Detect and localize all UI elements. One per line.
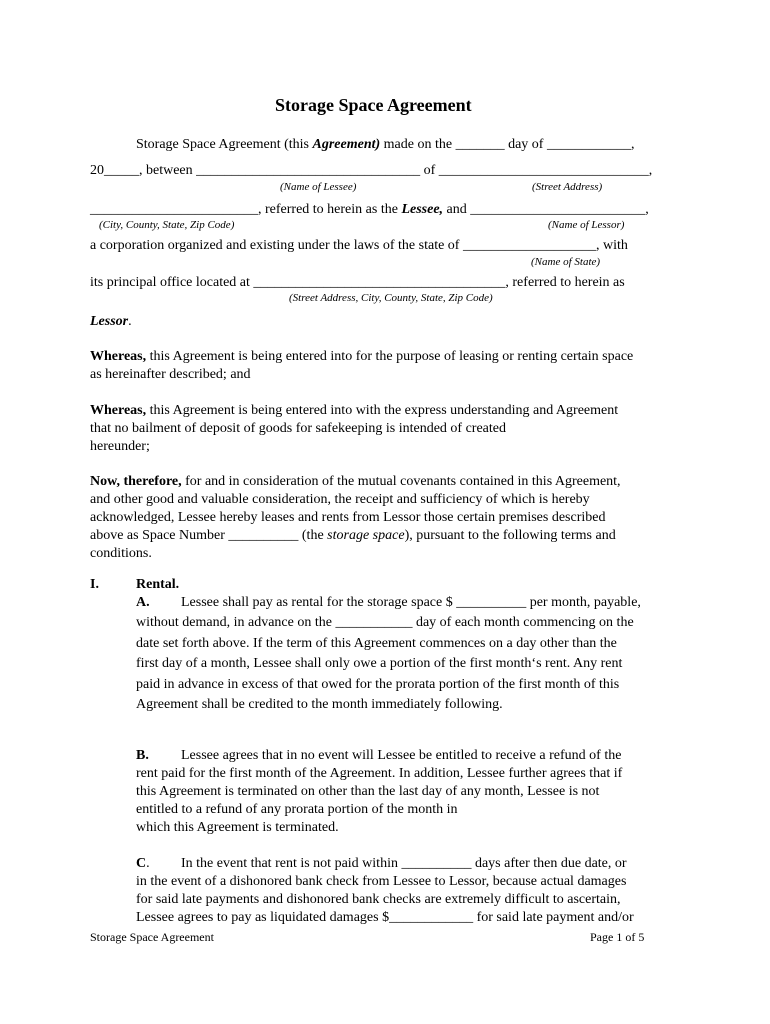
clause-a-label: A. [136,595,150,610]
clause-b-label: B. [136,748,149,763]
caption-street-address: (Street Address) [532,181,603,193]
whereas-label: Whereas, [90,349,147,364]
clause-a-line-6: Agreement shall be credited to the month immediately following. [136,697,503,712]
footer-page-number: Page 1 of 5 [590,930,645,944]
whereas-2-line-2: that no bailment of deposit of goods for safekeeping is intended of created [90,421,506,436]
caption-city-county-state-zip: (City, County, State, Zip Code) [99,219,235,231]
now-therefore-line-4 [90,527,616,545]
intro-text: and _________________________, [443,202,649,217]
section-number: I. [90,577,99,592]
caption-name-of-state: (Name of State) [531,256,601,268]
clause-a-line-4: first day of a month, Lessee shall only owe a portion of the first month‘s rent. Any rent [136,656,623,671]
clause-c-label: C. [136,856,150,871]
intro-line-4: a corporation organized and existing under the laws of the state of ___________________, with [90,238,628,253]
intro-text: ________________________, referred to herein as the [90,202,402,217]
clause-a-line-1: Lessee shall pay as rental for the storage space $ __________ per month, payable, [181,595,641,610]
clause-a-line-2: without demand, in advance on the ___________ day of each month commencing on the [136,615,634,630]
whereas-label: Whereas, [90,403,147,418]
intro-line-6 [90,313,132,331]
clause-c-line-2: in the event of a dishonored bank check from Lessee to Lessor, because actual damages [136,874,627,889]
whereas-1-line-2: as hereinafter described; and [90,367,251,382]
clause-b-line-4: entitled to a refund of any prorata portion of the month in [136,802,458,817]
whereas-text: this Agreement is being entered into with the express understanding and Agreement [146,403,619,418]
storage-space-term: storage space [327,528,405,543]
caption-name-of-lessee: (Name of Lessee) [280,181,357,193]
intro-line-3 [90,201,649,219]
intro-text: Storage Space Agreement (this [136,137,313,152]
intro-line-1 [136,136,634,154]
clause-b-line-2: rent paid for the first month of the Agreement. In addition, Lessee further agrees that if [136,766,623,781]
intro-text: . [128,314,132,329]
lessee-term: Lessee, [401,202,444,217]
whereas-2-line-1 [90,402,618,420]
clause-c-line-4: Lessee agrees to pay as liquidated damages $____________ for said late payment and/or [136,910,634,925]
clause-b-line-3: this Agreement is terminated on other than the last day of any month, Lessee is not [136,784,600,799]
section-heading: Rental. [136,577,180,592]
now-therefore-text: for and in consideration of the mutual covenants contained in this Agreement, [181,474,621,489]
clause-b-line-1: Lessee agrees that in no event will Lessee be entitled to receive a refund of the [181,748,622,763]
whereas-2-line-3: hereunder; [90,439,150,454]
intro-line-5: its principal office located at ____________________________________, referred to herein as [90,275,625,290]
footer-document-title: Storage Space Agreement [90,930,214,944]
now-therefore-line-3: acknowledged, Lessee hereby leases and rents from Lessor those certain premises described [90,510,606,525]
caption-name-of-lessor: (Name of Lessor) [548,219,625,231]
agreement-term: Agreement) [312,137,381,152]
now-therefore-text: above as Space Number __________ (the [90,528,328,543]
clause-c-line-1: In the event that rent is not paid within __________ days after then due date, or [181,856,627,871]
now-therefore-label: Now, therefore, [90,474,182,489]
clause-a-line-3: date set forth above. If the term of this Agreement commences on a day other than the [136,636,617,651]
whereas-1-line-1 [90,348,633,366]
whereas-text: this Agreement is being entered into for the purpose of leasing or renting certain space [146,349,634,364]
clause-b-line-5: which this Agreement is terminated. [136,820,339,835]
intro-text: made on the _______ day of ____________, [380,137,635,152]
intro-line-2: 20_____, between ________________________________ of ______________________________, [90,163,653,178]
page-title: Storage Space Agreement [275,95,472,115]
clause-c-line-3: for said late payments and dishonored bank checks are extremely difficult to ascertain, [136,892,621,907]
caption-street-address-full: (Street Address, City, County, State, Zip Code) [289,292,493,304]
now-therefore-text: ), pursuant to the following terms and [404,528,616,543]
now-therefore-line-1 [90,473,621,491]
clause-a-line-5: paid in advance in excess of that owed for the prorata portion of the first month of this [136,677,620,692]
lessor-term: Lessor [90,314,129,329]
now-therefore-line-2: and other good and valuable consideration, the receipt and sufficiency of which is hereby [90,492,590,507]
now-therefore-line-5: conditions. [90,546,152,561]
